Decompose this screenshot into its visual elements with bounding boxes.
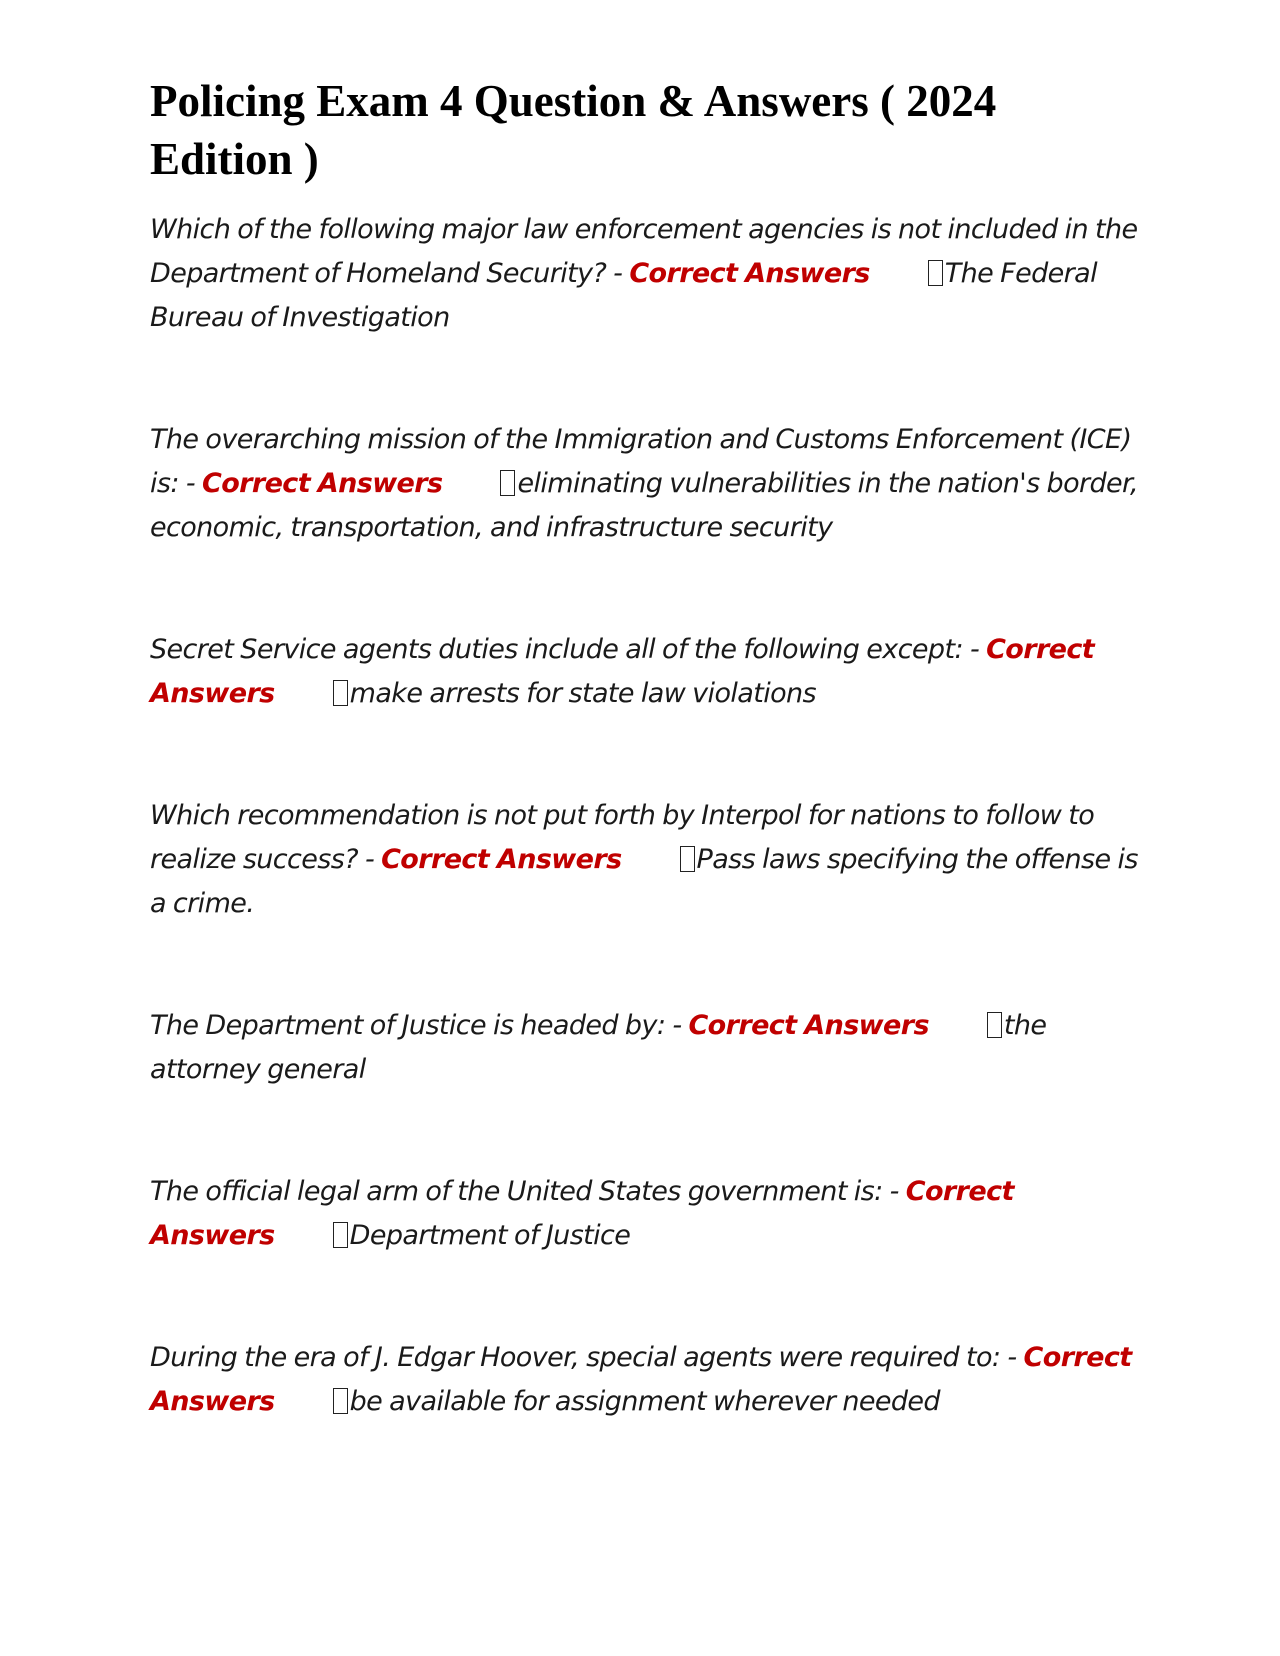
missing-glyph-icon: [333, 680, 348, 706]
correct-answers-label: Correct Answers: [150, 1342, 1132, 1417]
missing-glyph-icon: [928, 260, 943, 286]
question-text: During the era of J. Edgar Hoover, special agents were required to:: [150, 1342, 1001, 1373]
separator: -: [178, 468, 202, 499]
missing-glyph-icon: [333, 1388, 348, 1414]
separator: -: [357, 844, 382, 875]
answer-text: Pass laws specifying the offense is a crime.: [150, 844, 1138, 919]
document-page: [150, 72, 1140, 1424]
qa-item: [150, 1170, 1140, 1258]
correct-answers-label: Correct Answers: [629, 258, 870, 289]
missing-glyph-icon: [680, 846, 695, 872]
qa-item: [150, 1336, 1140, 1424]
qa-item: [150, 208, 1140, 340]
question-text: Which of the following major law enforcement agencies is not included in the Department of Homeland Security?: [150, 214, 1138, 289]
question-text: Secret Service agents duties include all of the following except:: [150, 634, 963, 665]
correct-answers-label: Correct Answers: [688, 1010, 929, 1041]
missing-glyph-icon: [987, 1012, 1002, 1038]
answer-text: the attorney general: [150, 1010, 1047, 1085]
qa-item: [150, 1004, 1140, 1092]
correct-answers-label: Correct Answers: [150, 634, 1095, 709]
missing-glyph-icon: [500, 470, 515, 496]
correct-answers-label: Correct Answers: [201, 468, 443, 499]
answer-text: be available for assignment wherever needed: [349, 1386, 940, 1417]
separator: -: [606, 258, 630, 289]
question-text: The overarching mission of the Immigration and Customs Enforcement (ICE) is:: [150, 424, 1132, 499]
question-text: Which recommendation is not put forth by Interpol for nations to follow to realize success?: [150, 800, 1095, 875]
separator: -: [882, 1176, 906, 1207]
correct-answers-label: Correct Answers: [150, 1176, 1014, 1251]
separator: -: [962, 634, 987, 665]
answer-text: make arrests for state law violations: [349, 678, 817, 709]
question-text: The official legal arm of the United States government is:: [150, 1176, 883, 1207]
separator: -: [1000, 1342, 1024, 1373]
correct-answers-label: Correct Answers: [381, 844, 622, 875]
qa-item: [150, 418, 1140, 550]
missing-glyph-icon: [333, 1222, 348, 1248]
qa-item: [150, 794, 1140, 926]
qa-item: [150, 628, 1140, 716]
answer-text: eliminating vulnerabilities in the nation's border, economic, transportation, and infrastructure security: [150, 468, 1139, 543]
qa-list: [150, 208, 1140, 1424]
answer-text: The Federal Bureau of Investigation: [150, 258, 1098, 333]
answer-text: Department of Justice: [349, 1220, 631, 1251]
separator: -: [665, 1010, 689, 1041]
document-title: Policing Exam 4 Question & Answers ( 2024 Edition ): [150, 76, 997, 184]
question-text: The Department of Justice is headed by:: [150, 1010, 666, 1041]
